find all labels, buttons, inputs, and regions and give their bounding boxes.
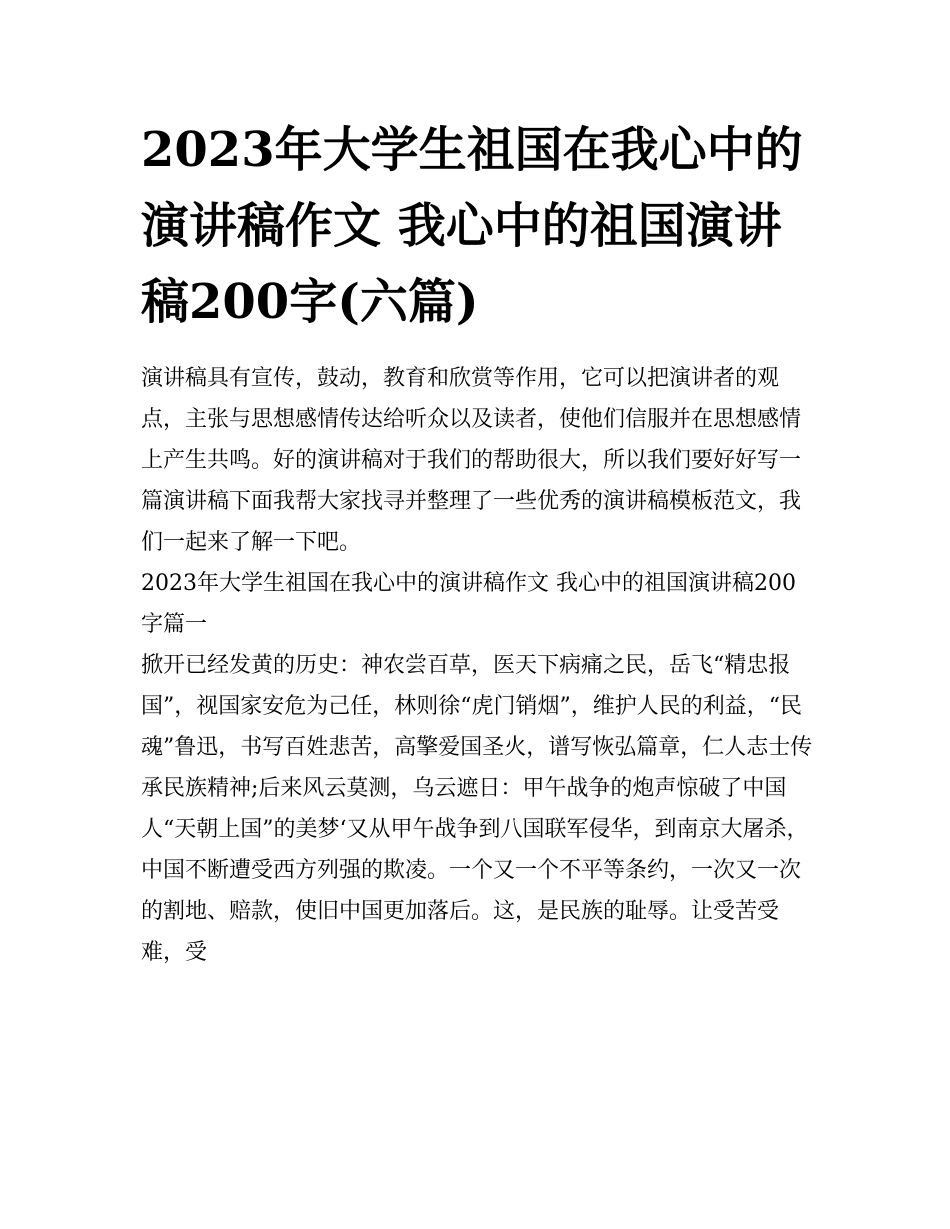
- intro-paragraph: 演讲稿具有宣传，鼓动，教育和欣赏等作用，它可以把演讲者的观点，主张与思想感情传达给听众以及读者，使他们信服并在思想感情上产生共鸣。好的演讲稿对于我们的帮助很大，所以我们要好好写一篇演讲稿下面我帮大家找寻并整理了一些优秀的演讲稿模板范文，我们一起来了解一下吧。: [141, 366, 802, 555]
- document-title: 2023年大学生祖国在我心中的演讲稿作文 我心中的祖国演讲稿200字(六篇): [141, 122, 803, 330]
- body-paragraph: 掀开已经发黄的历史：神农尝百草，医天下病痛之民，岳飞“精忠报国”，视国家安危为己任，林则徐“虎门销烟”，维护人民的利益，“民魂”鲁迅，书写百姓悲苦，高擎爱国圣火，谱写恢弘篇章，仁人志士传承民族精神;后来风云莫测，乌云遮日：甲午战争的炮声惊破了中国人“天朝上国”的美梦‘又从甲午战争到八国联军侵华，到南京大屠杀，中国不断遭受西方列强的欺凌。一个又一个不平等条约，一次又一次的割地、赔款，使旧中国更加落后。这，是民族的耻辱。让受苦受难，受: [141, 653, 813, 965]
- document-page: [141, 112, 813, 973]
- section-heading: 2023年大学生祖国在我心中的演讲稿作文 我心中的祖国演讲稿200字篇一: [141, 571, 796, 637]
